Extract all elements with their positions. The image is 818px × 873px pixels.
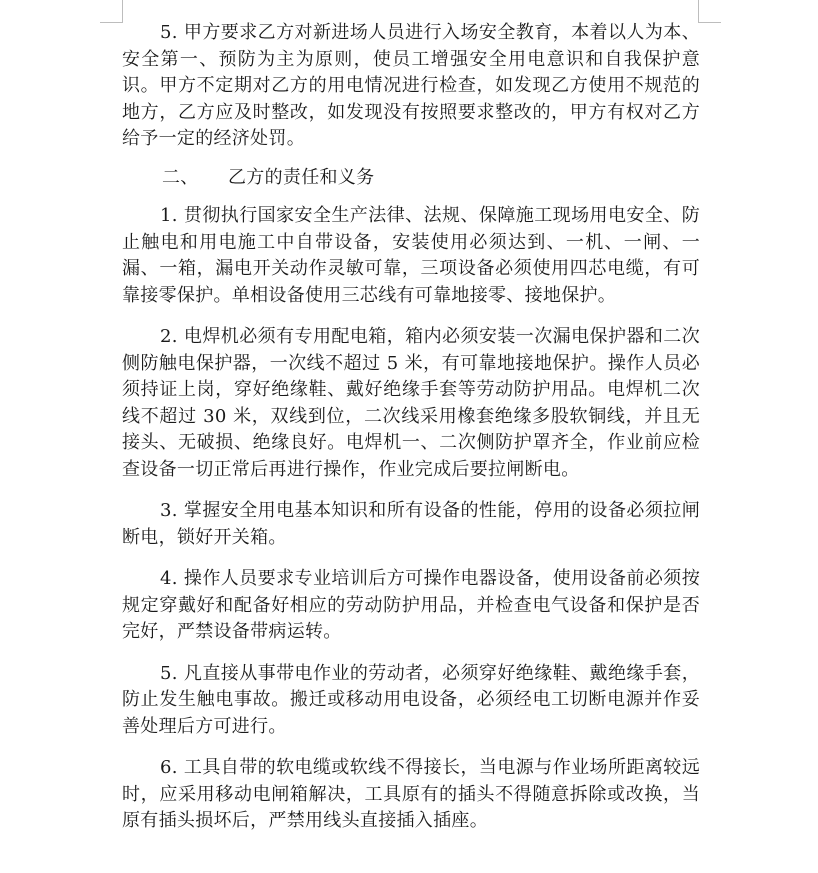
crop-mark-right (698, 0, 721, 23)
paragraph-b1: 1. 贯彻执行国家安全生产法律、法规、保障施工现场用电安全、防止触电和用电施工中自带设备，安装使用必须达到、一机、一闸、一漏、一箱，漏电开关动作灵敏可靠，三项设备必须使用四芯电缆，有可靠接零保护。单相设备使用三芯线有可靠地接零、接地保护。 (122, 205, 700, 306)
paragraph-b6: 6. 工具自带的软电缆或软线不得接长，当电源与作业场所距离较远时，应采用移动电闸箱解决，工具原有的插头不得随意拆除或改换，当原有插头损坏后，严禁用线头直接插入插座。 (122, 757, 700, 831)
paragraph-a5: 5. 甲方要求乙方对新进场人员进行入场安全教育，本着以人为本、安全第一、预防为主为原则，使员工增强安全用电意识和自我保护意识。甲方不定期对乙方的用电情况进行检查，如发现乙方使用不规范的地方，乙方应及时整改，如发现没有按照要求整改的，甲方有权对乙方给予一定的经济处罚。 (122, 22, 700, 149)
paragraph-b4: 4. 操作人员要求专业培训后方可操作电器设备，使用设备前必须按规定穿戴好和配备好相应的劳动防护用品，并检查电气设备和保护是否完好，严禁设备带病运转。 (122, 568, 700, 642)
paragraph-b2: 2. 电焊机必须有专用配电箱，箱内必须安装一次漏电保护器和二次侧防触电保护器，一次线不超过 5 米，有可靠地接地保护。操作人员必须持证上岗，穿好绝缘鞋、戴好绝缘手套等劳动防护用品。电焊机二次线不超过 30 米，双线到位，二次线采用橡套绝缘多股软铜线，并且无接头、无破损、绝缘良好。电焊机一、二次侧防护罩齐全，作业前应检查设备一切正常后再进行操作，作业完成后要拉闸断电。 (122, 326, 700, 480)
document-body (122, 20, 700, 835)
section-heading (122, 165, 700, 192)
section-title: 乙方的责任和义务 (228, 166, 375, 188)
paragraph-b5: 5. 凡直接从事带电作业的劳动者，必须穿好绝缘鞋、戴绝缘手套，防止发生触电事故。搬迁或移动用电设备，必须经电工切断电源并作妥善处理后方可进行。 (122, 662, 700, 737)
paragraph-b3: 3. 掌握安全用电基本知识和所有设备的性能，停用的设备必须拉闸断电，锁好开关箱。 (122, 500, 700, 548)
crop-mark-left (100, 0, 123, 23)
section-number: 二、 (162, 166, 199, 188)
